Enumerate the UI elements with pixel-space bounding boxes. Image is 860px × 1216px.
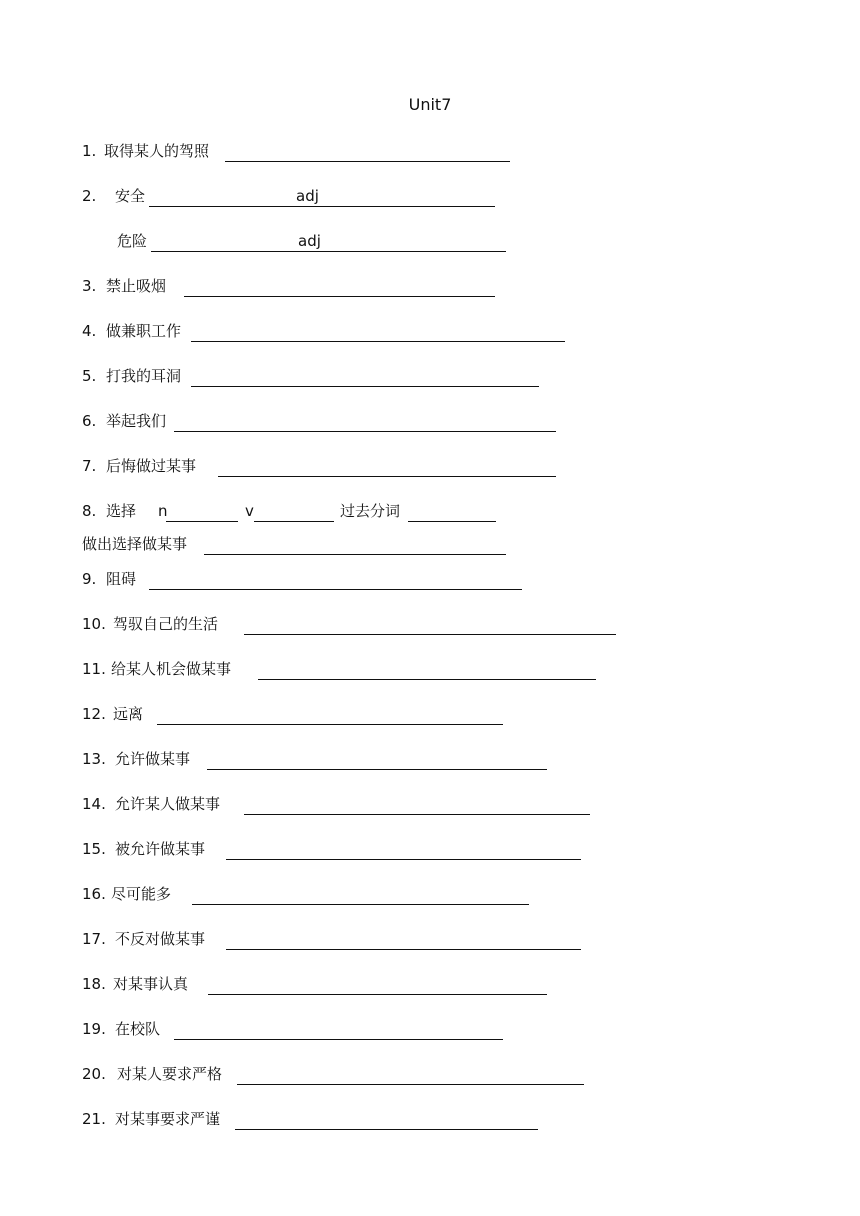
question-number: 4. xyxy=(82,322,97,340)
answer-blank[interactable] xyxy=(225,161,510,162)
answer-blank[interactable] xyxy=(191,386,539,387)
answer-blank[interactable] xyxy=(204,554,506,555)
question-prompt: 驾驭自己的生活 xyxy=(113,615,219,633)
answer-blank[interactable] xyxy=(218,476,556,477)
question-number: 3. xyxy=(82,277,97,295)
verb-blank[interactable] xyxy=(254,521,334,522)
answer-blank[interactable] xyxy=(184,296,495,297)
answer-blank[interactable] xyxy=(237,1084,584,1085)
question-prompt: 不反对做某事 xyxy=(115,930,206,948)
noun-label: n xyxy=(158,502,168,520)
question-prompt: 对某事认真 xyxy=(113,975,189,993)
question-number: 8. xyxy=(82,502,97,520)
question-number: 13. xyxy=(82,750,106,768)
question-number: 1. xyxy=(82,142,97,160)
question-number: 21. xyxy=(82,1110,106,1128)
question-number: 6. xyxy=(82,412,97,430)
question-number: 11. xyxy=(82,660,106,678)
question-prompt: 安全 xyxy=(115,187,146,205)
answer-blank[interactable] xyxy=(208,994,547,995)
answer-blank[interactable] xyxy=(149,589,522,590)
answer-blank[interactable] xyxy=(258,679,596,680)
part-of-speech-label: adj xyxy=(298,232,321,250)
answer-blank[interactable] xyxy=(151,251,506,252)
answer-blank[interactable] xyxy=(157,724,503,725)
question-number: 12. xyxy=(82,705,106,723)
question-prompt: 打我的耳洞 xyxy=(106,367,182,385)
question-prompt: 被允许做某事 xyxy=(115,840,206,858)
question-prompt: 在校队 xyxy=(115,1020,161,1038)
answer-blank[interactable] xyxy=(207,769,547,770)
verb-label: v xyxy=(245,502,254,520)
answer-blank[interactable] xyxy=(174,1039,503,1040)
answer-blank[interactable] xyxy=(149,206,495,207)
answer-blank[interactable] xyxy=(191,341,565,342)
answer-blank[interactable] xyxy=(235,1129,538,1130)
question-number: 15. xyxy=(82,840,106,858)
question-prompt: 对某人要求严格 xyxy=(117,1065,223,1083)
question-prompt: 取得某人的驾照 xyxy=(104,142,210,160)
question-prompt: 远离 xyxy=(113,705,144,723)
question-number: 19. xyxy=(82,1020,106,1038)
question-number: 2. xyxy=(82,187,97,205)
question-number: 5. xyxy=(82,367,97,385)
answer-blank[interactable] xyxy=(174,431,556,432)
question-number: 17. xyxy=(82,930,106,948)
question-prompt: 阻碍 xyxy=(106,570,137,588)
question-number: 9. xyxy=(82,570,97,588)
question-number: 14. xyxy=(82,795,106,813)
question-prompt: 做出选择做某事 xyxy=(82,535,188,553)
answer-blank[interactable] xyxy=(226,859,581,860)
question-prompt: 对某事要求严谨 xyxy=(115,1110,221,1128)
question-prompt: 后悔做过某事 xyxy=(106,457,197,475)
part-of-speech-label: adj xyxy=(296,187,319,205)
question-prompt: 允许做某事 xyxy=(115,750,191,768)
question-prompt: 举起我们 xyxy=(106,412,167,430)
question-number: 18. xyxy=(82,975,106,993)
question-number: 16. xyxy=(82,885,106,903)
question-number: 20. xyxy=(82,1065,106,1083)
answer-blank[interactable] xyxy=(244,814,590,815)
past-participle-label: 过去分词 xyxy=(340,502,401,520)
noun-blank[interactable] xyxy=(166,521,238,522)
answer-blank[interactable] xyxy=(244,634,616,635)
question-number: 10. xyxy=(82,615,106,633)
answer-blank[interactable] xyxy=(226,949,581,950)
past-participle-blank[interactable] xyxy=(408,521,496,522)
page-title: Unit7 xyxy=(408,95,452,114)
question-prompt: 给某人机会做某事 xyxy=(111,660,232,678)
question-prompt: 做兼职工作 xyxy=(106,322,182,340)
question-prompt: 尽可能多 xyxy=(111,885,172,903)
question-prompt: 禁止吸烟 xyxy=(106,277,167,295)
answer-blank[interactable] xyxy=(192,904,529,905)
question-number: 7. xyxy=(82,457,97,475)
question-prompt: 危险 xyxy=(117,232,148,250)
question-prompt: 允许某人做某事 xyxy=(115,795,221,813)
question-prompt: 选择 xyxy=(106,502,137,520)
